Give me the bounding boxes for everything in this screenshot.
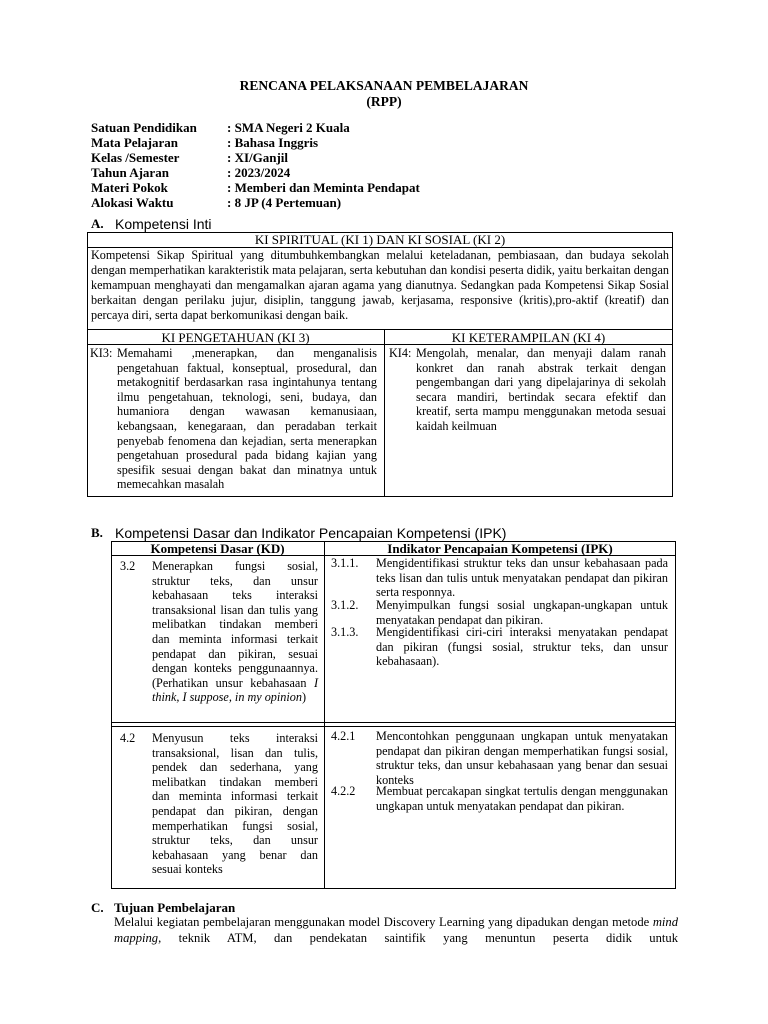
- ki-spiritual-header: KI SPIRITUAL (KI 1) DAN KI SOSIAL (KI 2): [254, 232, 506, 247]
- ipk-text: Mengidentifikasi struktur teks dan unsur kebahasaan pada teks lisan dan tulis untuk menyatakan pendapat dan pikiran serta responnya.: [376, 556, 668, 600]
- table-divider: [324, 541, 325, 889]
- identity-label: Alokasi Waktu: [91, 195, 174, 210]
- table-divider: [111, 726, 676, 727]
- table-divider: [87, 344, 673, 345]
- section-c-text-before: Melalui kegiatan pembelajaran menggunakan model Discovery Learning yang dipadukan dengan metode: [114, 915, 650, 929]
- ipk-text: Menyimpulkan fungsi sosial ungkapan-ungkapan untuk menyatakan pendapat dan pikiran.: [376, 598, 668, 627]
- section-letter: B.: [91, 525, 103, 540]
- identity-value: : Bahasa Inggris: [227, 135, 319, 150]
- ki3-header: KI PENGETAHUAN (KI 3): [161, 330, 310, 345]
- table-divider: [111, 722, 676, 723]
- ki4-label: KI4:: [389, 346, 412, 360]
- section-letter: A.: [91, 216, 104, 231]
- kd-text-italic: I think, I suppose, in my opinion: [152, 675, 318, 705]
- identity-label: Satuan Pendidikan: [91, 120, 197, 135]
- section-title: Kompetensi Dasar dan Indikator Pencapaian Kompetensi (IPK): [115, 525, 507, 541]
- section-title: Kompetensi Inti: [115, 216, 212, 232]
- ipk-number: 3.1.3.: [331, 625, 359, 639]
- ipk-number: 4.2.2: [331, 784, 356, 798]
- identity-value: : SMA Negeri 2 Kuala: [227, 120, 350, 135]
- ipk-column-header: Indikator Pencapaian Kompetensi (IPK): [387, 541, 613, 556]
- section-c-text-italic: mind mapping: [114, 915, 678, 945]
- identity-value: : 8 JP (4 Pertemuan): [227, 195, 342, 210]
- section-c-letter: C.: [91, 900, 104, 915]
- identity-value: : 2023/2024: [227, 165, 291, 180]
- ipk-text: Mencontohkan penggunaan ungkapan untuk menyatakan pendapat dan pikiran dengan memperhatikan fungsi sosial, struktur teks, dan unsur kebahasaan yang benar dan sesuai konteks: [376, 729, 668, 787]
- section-c-text-after: , teknik ATM, dan pendekatan saintifik yang menuntun peserta didik untuk: [158, 930, 678, 945]
- kd-text: [152, 559, 318, 705]
- document-title: RENCANA PELAKSANAAN PEMBELAJARAN: [239, 78, 529, 93]
- identity-value: : Memberi dan Meminta Pendapat: [227, 180, 420, 195]
- kd-text-main: Menerapkan fungsi sosial, struktur teks, dan unsur kebahasaan teks interaksi transaksional lisan dan tulis yang melibatkan tindakan memberi dan meminta informasi terkait pendapat dan pikiran, sesuai dengan konteks penggunaannya. (Perhatikan unsur kebahasaan: [152, 559, 318, 690]
- ipk-number: 4.2.1: [331, 729, 356, 743]
- ki4-text: Mengolah, menalar, dan menyaji dalam ranah konkret dan ranah abstrak terkait dengan pengembangan dari yang dipelajarinya di sekolah secara mandiri, bertindak secara efektif dan kreatif, serta mampu menggunakan metoda sesuai kaidah keilmuan: [416, 346, 666, 433]
- kd-column-header: Kompetensi Dasar (KD): [150, 541, 285, 556]
- table-divider: [384, 329, 385, 497]
- ki-spiritual-text: Kompetensi Sikap Spiritual yang ditumbuhkembangkan melalui keteladanan, pembiasaan, dan budaya sekolah dengan memperhatikan karakteristik mata pelajaran, serta kebutuhan dan kondisi peserta didik, yaitu berkaitan dengan kemampuan menghayati dan mengamalkan ajaran agama yang dianutnya. Sedangkan pada Kompetensi Sikap Sosial berkaitan dengan perilaku jujur, disiplin, tanggung jawab, kerjasama, responsive (kritis),pro-aktif (kreatif) dan percaya diri, serta dapat berkomunikasi dengan baik.: [91, 248, 669, 322]
- kd-number: 4.2: [120, 731, 136, 745]
- ki3-label: KI3:: [90, 346, 113, 360]
- section-c-text: [114, 915, 678, 946]
- ipk-number: 3.1.1.: [331, 556, 359, 570]
- kd-text-close: ): [301, 690, 307, 705]
- section-c-title: Tujuan Pembelajaran: [114, 900, 236, 915]
- ki4-header: KI KETERAMPILAN (KI 4): [451, 330, 606, 345]
- kd-text: Menyusun teks interaksi transaksional, lisan dan tulis, pendek dan sederhana, yang melibatkan tindakan memberi dan meminta informasi terkait pendapat dan pikiran, dengan memperhatikan fungsi sosial, struktur teks, dan unsur kebahasaan yang benar dan sesuai konteks: [152, 731, 318, 877]
- identity-value: : XI/Ganjil: [227, 150, 289, 165]
- ipk-number: 3.1.2.: [331, 598, 359, 612]
- ipk-text: Membuat percakapan singkat tertulis dengan menggunakan ungkapan untuk menyatakan pendapat dan pikiran.: [376, 784, 668, 813]
- ipk-text: Mengidentifikasi ciri-ciri interaksi menyatakan pendapat dan pikiran (fungsi sosial, struktur teks, dan unsur kebahasaan).: [376, 625, 668, 669]
- identity-label: Kelas /Semester: [91, 150, 180, 165]
- ki3-text: Memahami ,menerapkan, dan menganalisis pengetahuan faktual, konseptual, prosedural, dan metakognitif berdasarkan rasa ingintahunya tentang ilmu pengetahuan, teknologi, seni, budaya, dan humaniora dengan wawasan kemanusiaan, kebangsaan, kenegaraan, dan peradaban terkait penyebab fenomena dan kejadian, serta menerapkan pengetahuan prosedural pada bidang kajian yang spesifik sesuai dengan bakat dan minatnya untuk memecahkan masalah: [117, 346, 377, 492]
- identity-label: Tahun Ajaran: [91, 165, 169, 180]
- document-subtitle: (RPP): [366, 94, 402, 109]
- identity-label: Materi Pokok: [91, 180, 168, 195]
- identity-label: Mata Pelajaran: [91, 135, 179, 150]
- kd-number: 3.2: [120, 559, 136, 573]
